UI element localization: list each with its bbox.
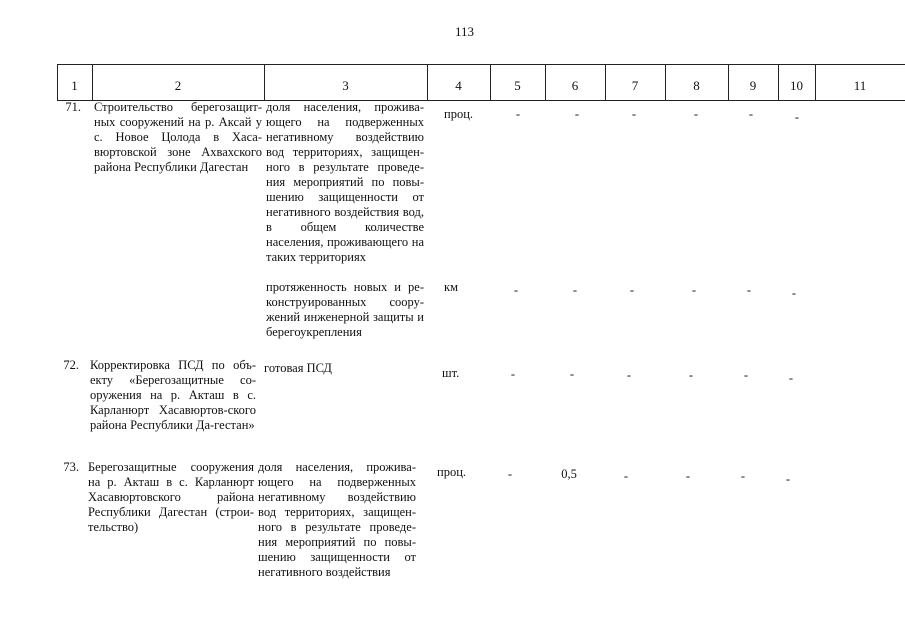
value-col-7: - xyxy=(629,283,635,297)
value-col-6: - xyxy=(574,107,580,121)
value-col-10: - xyxy=(788,371,794,385)
value-col-7: - xyxy=(623,469,629,483)
header-col-4: 4 xyxy=(455,78,462,93)
value-col-5: - xyxy=(507,467,513,481)
indicator-unit: км xyxy=(444,280,458,294)
value-col-9: - xyxy=(748,107,754,121)
value-col-5: - xyxy=(510,367,516,381)
value-col-6: - xyxy=(569,367,575,381)
indicator-unit: шт. xyxy=(442,366,460,380)
value-col-10: - xyxy=(785,472,791,486)
value-col-6: 0,5 xyxy=(561,467,577,481)
row-name: Корректировка ПСД по объ-екту «Берегозащитные со-оружения на р. Акташ в с. Карланюрт Хасавюртов-ского района Республики Да-гестан» xyxy=(90,358,256,432)
header-col-6: 6 xyxy=(571,78,579,93)
indicator-unit: проц. xyxy=(444,107,474,121)
row-name: Берегозащитные сооружения на р. Акташ в с. Карланюрт Хасавюртовского района Республики Дагестан (строи-тельство) xyxy=(88,460,254,534)
header-col-3: 3 xyxy=(342,78,349,93)
value-col-10: - xyxy=(794,110,800,124)
row-number: 73. xyxy=(63,460,79,474)
row-name: Строительство берегозащит-ных сооружений на р. Аксай у с. Новое Цолода в Хаса-вюртовской зоне Ахвахского района Республики Дагестан xyxy=(94,100,262,174)
value-col-9: - xyxy=(746,283,752,297)
value-col-5: - xyxy=(513,283,519,297)
value-col-7: - xyxy=(626,368,632,382)
indicator-text: доля населения, прожива-ющего на подверженных негативному воздействию вод территориях, защищен-ного в результате проведе-ния мероприятий по повы-шению защищенности от негативного воздействия xyxy=(258,460,416,579)
header-col-5: 5 xyxy=(514,78,521,93)
value-col-6: - xyxy=(572,283,578,297)
value-col-8: - xyxy=(688,368,694,382)
header-col-2: 2 xyxy=(174,78,182,93)
header-col-7: 7 xyxy=(631,78,639,93)
row-number: 71. xyxy=(65,100,81,114)
value-col-9: - xyxy=(743,368,749,382)
indicator-unit: проц. xyxy=(437,465,467,479)
header-col-11: 11 xyxy=(853,78,867,93)
page-number: 113 xyxy=(455,24,475,39)
value-col-7: - xyxy=(631,107,637,121)
value-col-8: - xyxy=(693,107,699,121)
value-col-9: - xyxy=(740,469,746,483)
value-col-8: - xyxy=(685,469,691,483)
indicator-text: доля населения, прожива-ющего на подверженных негативному воздействию вод территориях, защищен-ного в результате проведе-ния мероприятий по повы-шению защищенности от негативного воздействия вод, в общем количестве населения, проживающего на таких территориях xyxy=(266,100,424,264)
header-col-1: 1 xyxy=(71,78,78,93)
indicator-text: готовая ПСД xyxy=(264,361,332,375)
row-number: 72. xyxy=(63,358,79,372)
value-col-5: - xyxy=(515,107,521,121)
value-col-10: - xyxy=(791,286,797,300)
header-col-8: 8 xyxy=(693,78,700,93)
indicator-text: протяженность новых и ре-конструированных соору-жений инженерной защиты и берегоукрепления xyxy=(266,280,424,339)
value-col-8: - xyxy=(691,283,697,297)
header-col-9: 9 xyxy=(749,78,757,93)
header-col-10: 10 xyxy=(790,78,803,93)
